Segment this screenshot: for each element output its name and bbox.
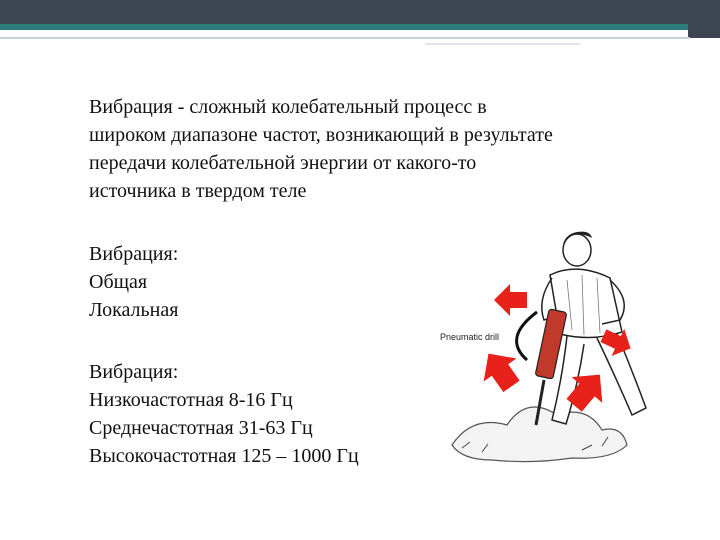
vibration-scope-list (89, 240, 178, 324)
list-heading: Вибрация: (89, 361, 179, 383)
paragraph-line: широком диапазоне частот, возникающий в результате (89, 124, 553, 146)
header-bar (0, 0, 720, 24)
paragraph-line: Вибрация - сложный колебательный процесс в (89, 96, 487, 118)
worker-with-pneumatic-drill-illustration (432, 220, 702, 470)
list-item: Среднечастотная 31-63 Гц (89, 417, 313, 439)
worker-illustration-svg (432, 220, 702, 470)
header-divider-line (0, 37, 690, 39)
paragraph-line: передачи колебательной энергии от какого-то (89, 152, 477, 174)
vibration-arrow-left-icon (494, 284, 527, 316)
header-divider-line-short (425, 43, 580, 45)
worker-head (563, 234, 591, 266)
list-heading: Вибрация: (89, 243, 179, 265)
list-item: Высокочастотная 125 – 1000 Гц (89, 445, 359, 467)
pneumatic-drill-label: Pneumatic drill (440, 332, 500, 342)
list-item: Локальная (89, 299, 179, 321)
dust-cloud (452, 407, 627, 462)
list-item: Низкочастотная 8-16 Гц (89, 389, 293, 411)
vibration-frequency-list (89, 358, 359, 470)
header-accent-stripe (0, 24, 720, 30)
definition-paragraph (89, 93, 553, 205)
list-item: Общая (89, 271, 148, 293)
paragraph-line: источника в твердом теле (89, 180, 307, 202)
drill-hose (517, 312, 537, 360)
header-corner-block (688, 0, 720, 38)
